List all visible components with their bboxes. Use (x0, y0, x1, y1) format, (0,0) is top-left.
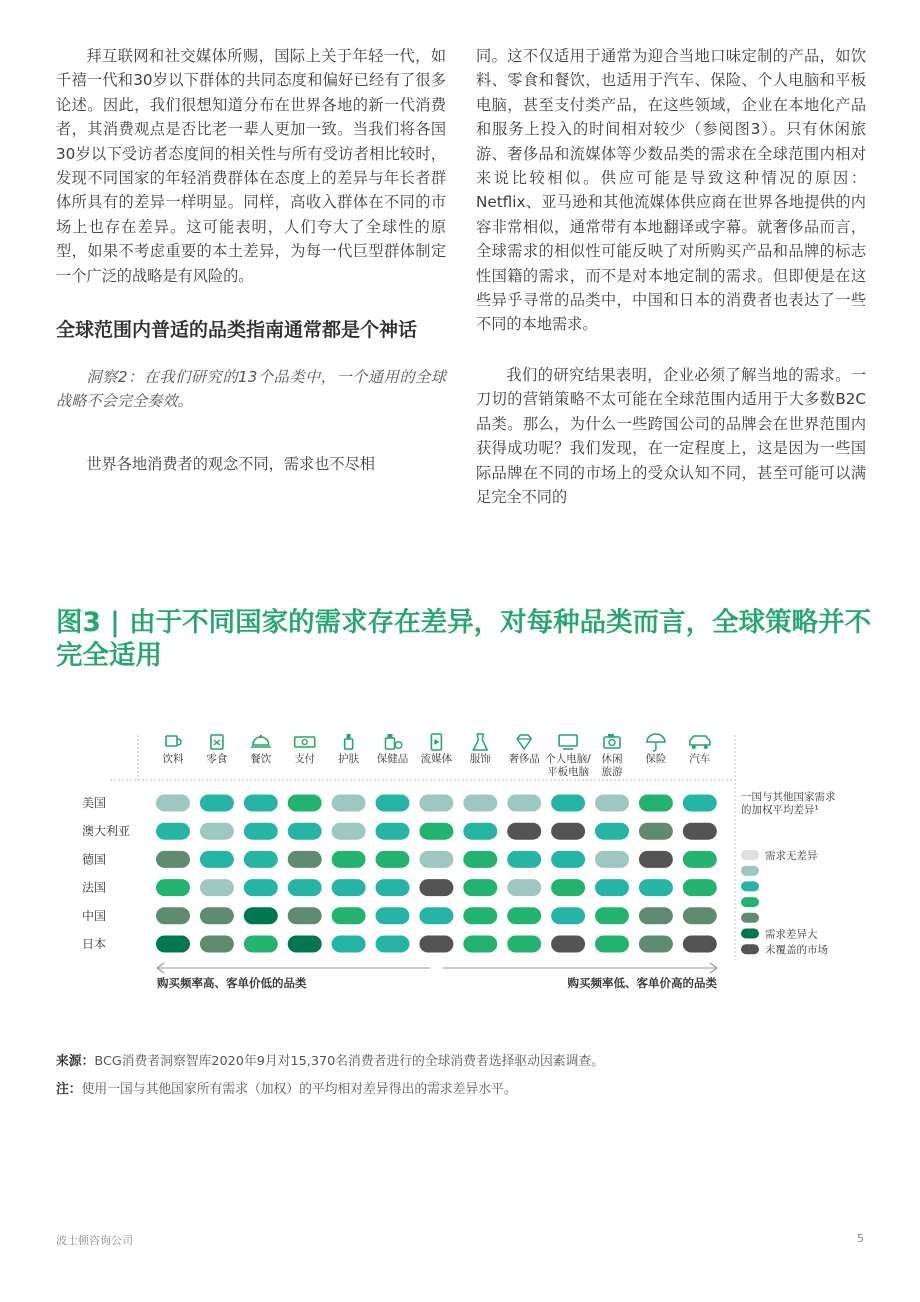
heatmap-cell (507, 851, 541, 868)
heatmap-cell (463, 823, 497, 840)
heatmap-cell (419, 936, 453, 953)
heatmap-cell (288, 795, 322, 812)
heatmap-cell (156, 879, 190, 896)
heatmap-cell (156, 795, 190, 812)
heatmap-cell (332, 823, 366, 840)
legend-swatch (741, 944, 759, 954)
heatmap-cell (200, 879, 234, 896)
source-note (56, 1050, 604, 1069)
heatmap-cell (200, 907, 234, 924)
heatmap-cell (376, 851, 410, 868)
category-label: 保健品 (376, 753, 409, 765)
heatmap-cell (595, 879, 629, 896)
bottle-icon (345, 734, 353, 749)
legend-title: 一国与其他国家需求的加权平均差异¹ (741, 791, 836, 816)
money-icon (295, 737, 315, 747)
heatmap-cell (639, 907, 673, 924)
footnote (56, 1078, 517, 1097)
heatmap-cell (507, 823, 541, 840)
category-label: 流媒体 (420, 753, 453, 765)
heatmap-cell (551, 907, 585, 924)
heatmap-cell (244, 907, 278, 924)
heatmap-cell (332, 907, 366, 924)
heatmap-cell (595, 823, 629, 840)
supplement-icon (386, 734, 402, 749)
heatmap-cell (244, 795, 278, 812)
legend-label: 未覆盖的市场 (765, 944, 828, 957)
heatmap-cell (332, 936, 366, 953)
heatmap-cell (288, 879, 322, 896)
camera-icon (604, 734, 620, 748)
heatmap-cell (463, 795, 497, 812)
category-label: 奢侈品 (508, 753, 540, 765)
country-label: 日本 (82, 937, 107, 951)
axis-label-right: 购买频率低、客单价高的品类 (567, 976, 717, 990)
note-text: 使用一国与其他国家所有需求（加权）的平均相对差异得出的需求差异水平。 (81, 1082, 517, 1097)
heatmap-cell (376, 795, 410, 812)
arrow-left-icon (157, 963, 164, 973)
heatmap-cell (683, 879, 717, 896)
heatmap-cell (419, 907, 453, 924)
heatmap-cell (156, 936, 190, 953)
category-label: 护肤 (338, 753, 360, 765)
heatmap-cell (639, 879, 673, 896)
heatmap-cell (551, 936, 585, 953)
heatmap-cell (507, 795, 541, 812)
heatmap-cell (639, 936, 673, 953)
category-label: 汽车 (689, 753, 711, 765)
section-heading: 全球范围内普适的品类指南通常都是个神话 (56, 319, 418, 342)
heatmap-cell (507, 907, 541, 924)
heatmap-cell (683, 823, 717, 840)
heatmap-cell (639, 823, 673, 840)
heatmap-cell (376, 823, 410, 840)
heatmap-cell (551, 851, 585, 868)
heatmap-cell (463, 936, 497, 953)
country-label: 德国 (82, 852, 107, 867)
heatmap-cell (244, 936, 278, 953)
heatmap-cell (683, 936, 717, 953)
left-column (56, 44, 446, 476)
diamond-icon (517, 735, 531, 749)
category-label: 餐饮 (250, 753, 272, 765)
category-label: 个人电脑/平板电脑 (545, 753, 591, 778)
heatmap-cell (288, 936, 322, 953)
legend-label: 需求差异大 (765, 928, 818, 941)
category-label: 支付 (294, 753, 316, 765)
heatmap-cell (595, 907, 629, 924)
heatmap-cell (244, 823, 278, 840)
heatmap-cell (419, 879, 453, 896)
heatmap-cell (595, 851, 629, 868)
heatmap-cell (639, 795, 673, 812)
heatmap-cell (156, 851, 190, 868)
heatmap-cell (156, 823, 190, 840)
heatmap-cell (595, 936, 629, 953)
heatmap-cell (595, 795, 629, 812)
cloche-icon (251, 735, 271, 747)
heatmap-cell (332, 795, 366, 812)
legend-swatch (741, 897, 759, 907)
footer-company: 波士顿咨询公司 (56, 1234, 133, 1247)
figure-title: 图3 | 由于不同国家的需求存在差异，对每种品类而言，全球策略并不完全适用 (56, 607, 872, 671)
left-paragraph-2: 世界各地消费者的观念不同，需求也不尽相 (86, 454, 375, 473)
country-label: 中国 (82, 908, 107, 923)
legend-swatch (741, 850, 759, 860)
category-label: 零食 (206, 753, 228, 765)
heatmap-cell (551, 823, 585, 840)
heatmap-cell (156, 907, 190, 924)
heatmap-cell (376, 879, 410, 896)
category-label: 休闲旅游 (601, 753, 623, 778)
heatmap-cell (332, 851, 366, 868)
page-number: 5 (857, 1232, 864, 1245)
heatmap-cell (463, 879, 497, 896)
right-paragraph-1: 同。这不仅适用于通常为迎合当地口味定制的产品，如饮料、零食和餐饮，也适用于汽车、保险、个人电脑和平板电脑，甚至支付类产品，在这些领域，企业在本地化产品和服务上投入的时间相对较少（参阅图3）。只有休闲旅游、奢侈品和流媒体等少数品类的需求在全球范围内相对来说比较相似。供应可能是导致这种情况的原因：Netflix、亚马逊和其他流媒体供应商在世界各地提供的内容非常相似，通常带有本地翻译或字幕。就奢侈品而言，全球需求的相似性可能反映了对所购买产品和品牌的标志性国籍的需求，而不是对本地定制的需求。但即便是在这些异乎寻常的品类中，中国和日本的消费者也表达了一些不同的本地需求。 (476, 47, 866, 334)
snack-icon (211, 735, 223, 749)
legend-swatch (741, 866, 759, 876)
legend-swatch (741, 929, 759, 939)
heatmap-cell (419, 795, 453, 812)
country-label: 法国 (82, 880, 107, 895)
heatmap-cell (288, 851, 322, 868)
heatmap-cell (419, 823, 453, 840)
computer-icon (559, 735, 577, 749)
arrow-right-icon (710, 963, 717, 973)
heatmap-cell (551, 795, 585, 812)
heatmap-cell (288, 907, 322, 924)
insight-text: 洞察2：在我们研究的13个品类中，一个通用的全球战略不会完全奏效。 (56, 368, 446, 411)
source-label: 来源： (56, 1054, 95, 1069)
heatmap-cell (376, 936, 410, 953)
source-text: BCG消费者洞察智库2020年9月对15,370名消费者进行的全球消费者选择驱动因素调查。 (94, 1054, 604, 1069)
heatmap-cell (507, 879, 541, 896)
heatmap-cell (200, 851, 234, 868)
category-label: 服饰 (469, 753, 491, 765)
streaming-icon (431, 734, 441, 750)
heatmap-cell (551, 879, 585, 896)
heatmap-cell (244, 851, 278, 868)
umbrella-icon (647, 734, 665, 751)
heatmap-cell (683, 851, 717, 868)
heatmap-cell (200, 795, 234, 812)
country-label: 美国 (82, 796, 107, 810)
heatmap-cell (244, 879, 278, 896)
heatmap-cell (419, 851, 453, 868)
legend-swatch (741, 881, 759, 891)
car-icon (690, 736, 710, 749)
legend-label: 需求无差异 (765, 850, 818, 862)
legend-swatch (741, 913, 759, 923)
heatmap-cell (288, 823, 322, 840)
heatmap-cell (683, 907, 717, 924)
left-paragraph-1: 拜互联网和社交媒体所赐，国际上关于年轻一代，如千禧一代和30岁以下群体的共同态度和偏好已经有了很多论述。因此，我们很想知道分布在世界各地的新一代消费者，其消费观点是否比老一辈人更加一致。当我们将各国30岁以下受访者态度间的相关性与所有受访者相比较时，发现不同国家的年轻消费群体在态度上的差异与年长者群体所具有的差异一样明显。同样，高收入群体在不同的市场上也存在差异。这可能表明，人们夸大了全球性的原型，如果不考虑重要的本土差异，为每一代巨型群体制定一个广泛的战略是有风险的。 (56, 47, 446, 285)
heatmap-cell (376, 907, 410, 924)
heatmap-cell (639, 851, 673, 868)
heatmap-cell (463, 851, 497, 868)
country-label: 澳大利亚 (82, 824, 131, 839)
note-label: 注： (56, 1082, 82, 1097)
heatmap-cell (200, 936, 234, 953)
heatmap-cell (200, 823, 234, 840)
right-column (476, 44, 866, 509)
right-paragraph-2: 我们的研究结果表明，企业必须了解当地的需求。一刀切的营销策略不太可能在全球范围内适用于大多数B2C品类。那么，为什么一些跨国公司的品牌会在世界范围内获得成功呢？我们发现，在一定程度上，这是因为一些国际品牌在不同的市场上的受众认知不同，甚至可能可以满足完全不同的 (476, 365, 866, 506)
heatmap-cell (507, 936, 541, 953)
heatmap-cell (332, 879, 366, 896)
category-label: 饮料 (162, 753, 184, 765)
category-label: 保险 (645, 753, 667, 765)
heatmap-cell (463, 907, 497, 924)
axis-label-left: 购买频率高、客单价低的品类 (157, 976, 307, 990)
dress-icon (473, 734, 487, 750)
cup-icon (166, 736, 181, 746)
heatmap-cell (683, 795, 717, 812)
